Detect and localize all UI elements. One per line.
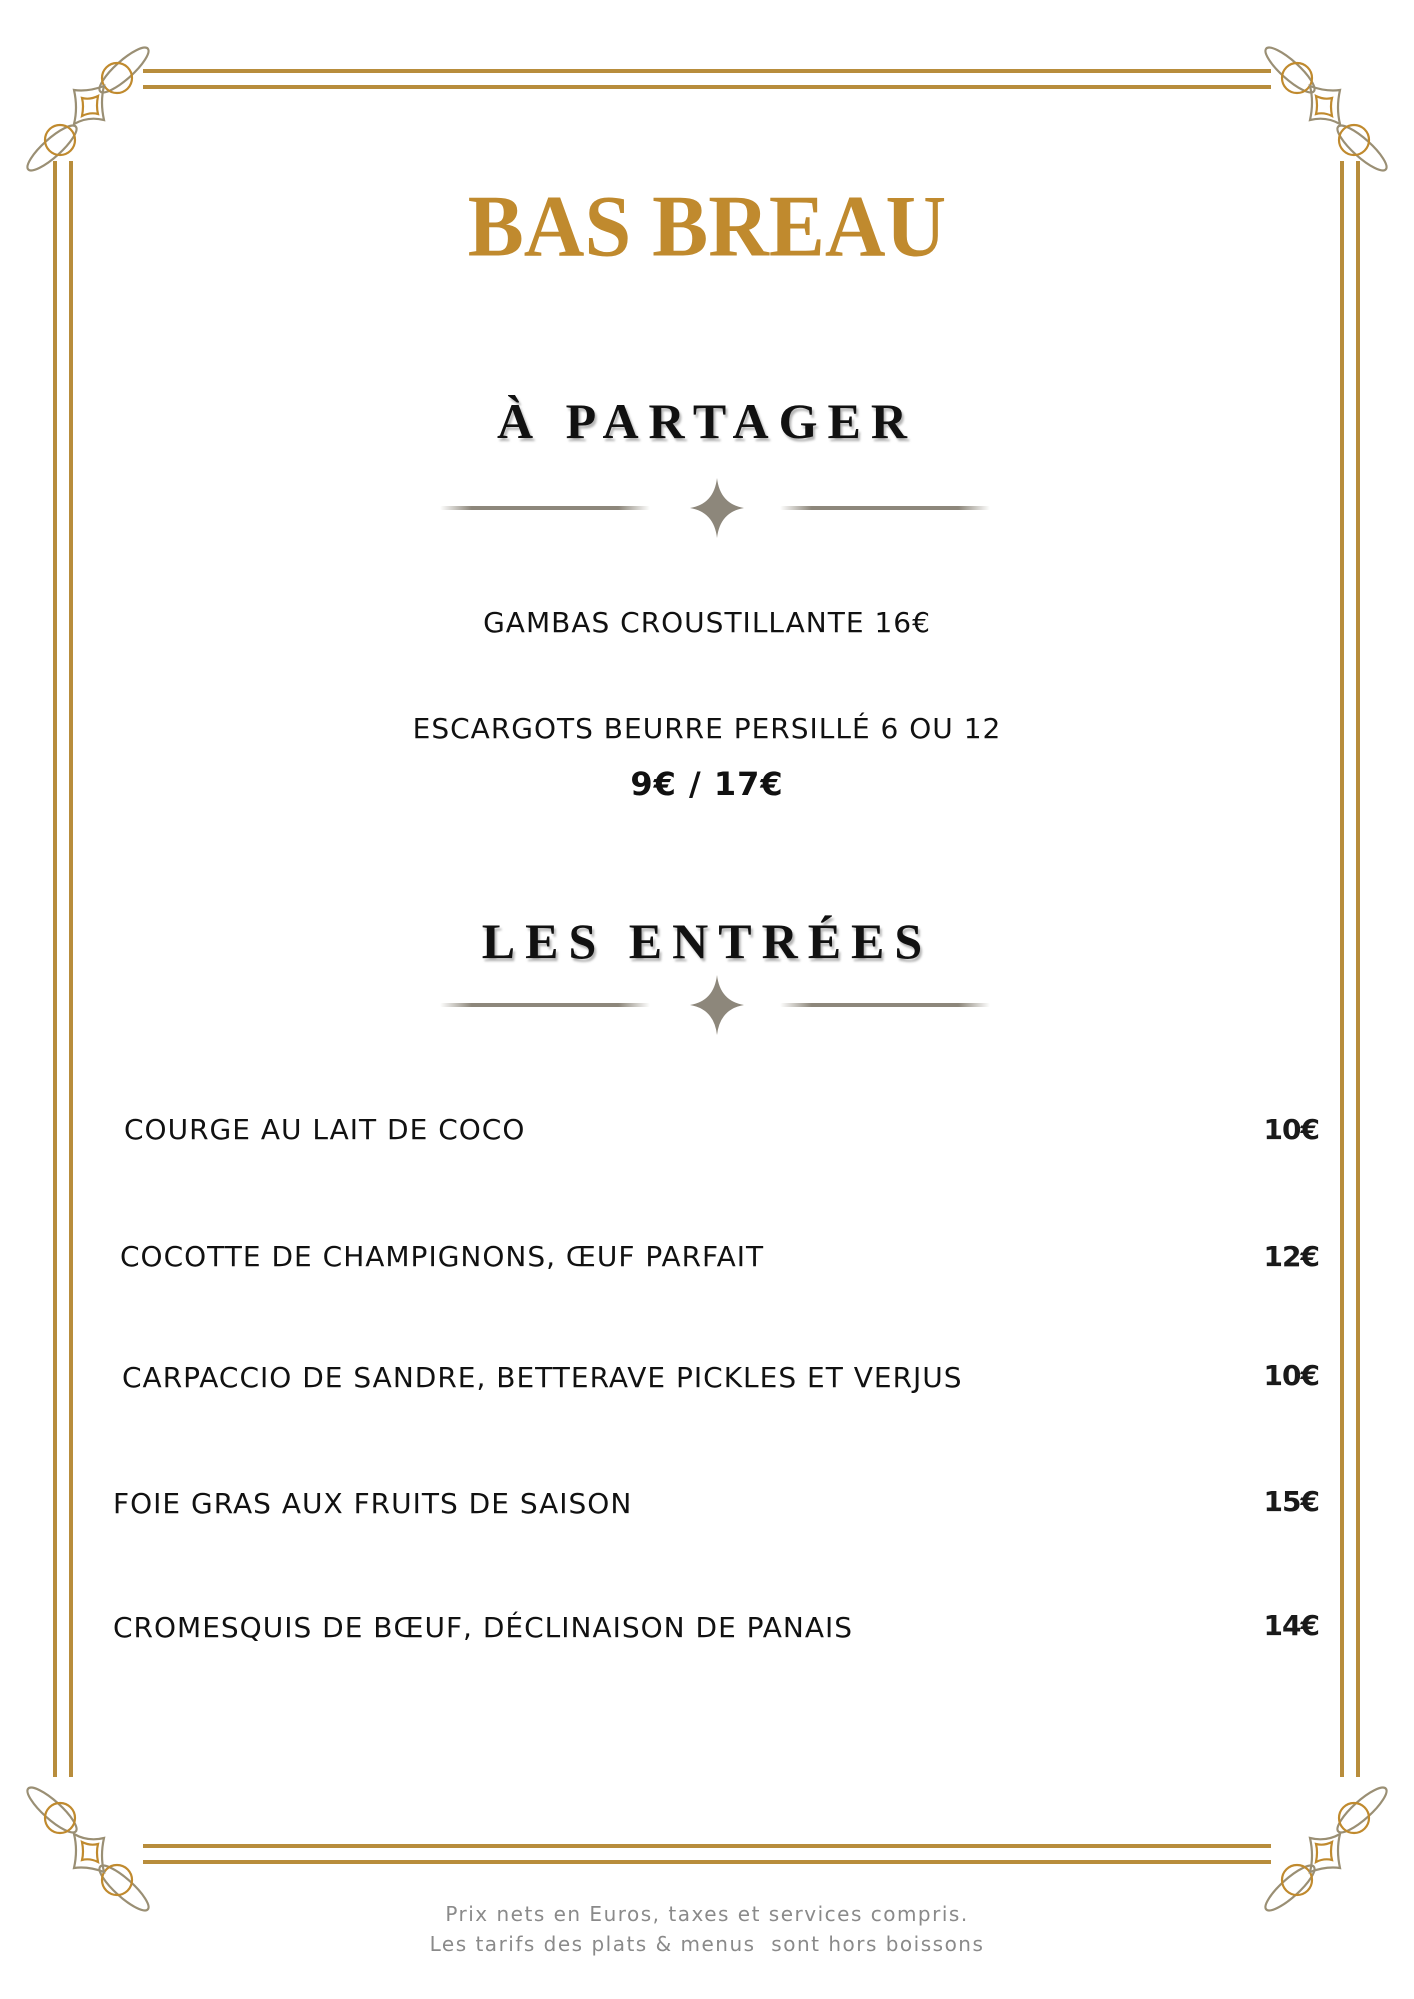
four-point-star-icon (690, 975, 744, 1035)
frame-bottom-inner-line (143, 1844, 1271, 1848)
entree-name: CARPACCIO DE SANDRE, BETTERAVE PICKLES ET VERJUS (122, 1361, 963, 1394)
divider-line-left (440, 1003, 650, 1007)
frame-bottom-outer-line (143, 1860, 1271, 1864)
corner-ornament-top-left-icon (12, 40, 162, 190)
entree-price: 15€ (1263, 1485, 1319, 1518)
section-heading-a-partager: À PARTAGER (497, 393, 917, 449)
section-heading-les-entrees: LES ENTRÉES (481, 913, 933, 969)
menu-item-escargots: ESCARGOTS BEURRE PERSILLÉ 6 OU 12 (412, 712, 1002, 745)
entree-price: 10€ (1263, 1359, 1319, 1392)
menu-item-escargots-price: 9€ / 17€ (630, 765, 784, 803)
corner-ornament-bottom-left-icon (12, 1768, 162, 1918)
footer-beverages-note: Les tarifs des plats & menus sont hors boissons (429, 1932, 985, 1956)
corner-ornament-top-right-icon (1252, 40, 1402, 190)
divider-line-right (780, 506, 990, 510)
entree-name: CROMESQUIS DE BŒUF, DÉCLINAISON DE PANAIS (113, 1611, 854, 1644)
menu-item-gambas: GAMBAS CROUSTILLANTE 16€ (483, 606, 931, 639)
corner-ornament-bottom-right-icon (1252, 1768, 1402, 1918)
frame-top-outer-line (143, 69, 1271, 73)
four-point-star-icon (690, 478, 744, 538)
entree-price: 12€ (1263, 1240, 1319, 1273)
divider-line-left (440, 506, 650, 510)
section-divider (440, 975, 990, 1035)
entree-name: FOIE GRAS AUX FRUITS DE SAISON (113, 1487, 633, 1520)
entree-name: COURGE AU LAIT DE COCO (124, 1113, 526, 1146)
restaurant-name: BAS BREAU (467, 177, 947, 276)
entree-name: COCOTTE DE CHAMPIGNONS, ŒUF PARFAIT (120, 1240, 765, 1273)
entree-price: 14€ (1263, 1609, 1319, 1642)
entree-price: 10€ (1263, 1113, 1319, 1146)
divider-line-right (780, 1003, 990, 1007)
footer-pricing-note: Prix nets en Euros, taxes et services compris. (445, 1902, 969, 1926)
section-divider (440, 478, 990, 538)
frame-top-inner-line (143, 85, 1271, 89)
